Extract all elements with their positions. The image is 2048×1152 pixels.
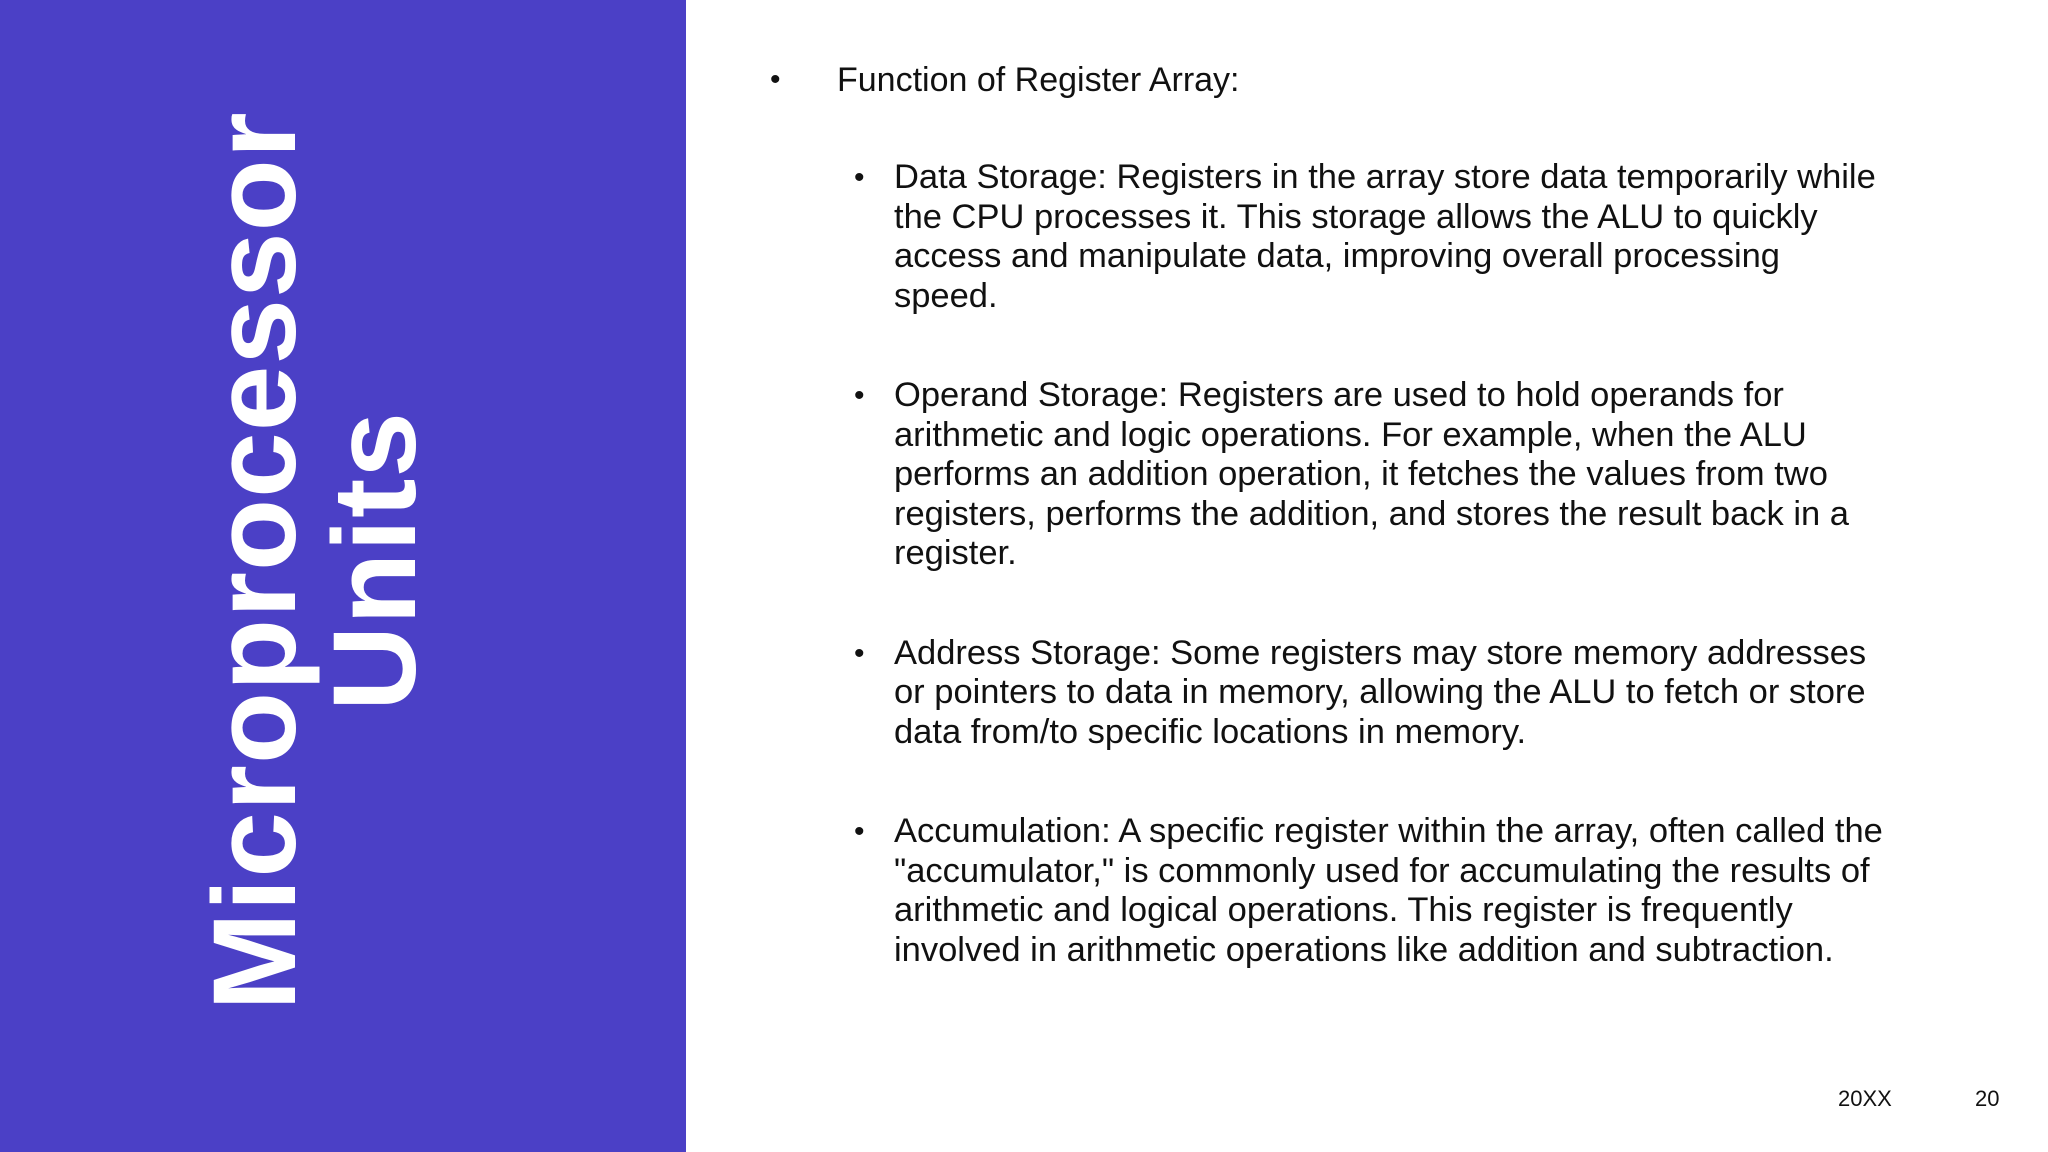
bullet-text: Data Storage: Registers in the array store data temporarily while the CPU processes it. This storage allows the ALU to quickly access and manipulate data, improving overall processing speed. (894, 158, 1876, 315)
bullet-marker: • (854, 815, 865, 848)
bullet-text: Operand Storage: Registers are used to hold operands for arithmetic and logic operations. For example, when the ALU performs an addition operation, it fetches the values from two registers, performs the addition, and stores the result back in a register. (894, 376, 1849, 572)
bullet-marker: • (854, 161, 865, 194)
bullet-item-data-storage (770, 158, 1890, 316)
footer-date: 20XX (1838, 1086, 1892, 1111)
bullet-item-operand-storage (770, 376, 1890, 574)
bullet-item-accumulation (770, 812, 1890, 970)
section-heading-text: Function of Register Array: (837, 61, 1240, 99)
slide-content (770, 60, 1890, 1030)
bullet-item-address-storage (770, 634, 1890, 753)
slide-title-line-1: Microprocessor (189, 111, 321, 1011)
page-number: 20 (1975, 1086, 2000, 1111)
side-panel (0, 0, 686, 1152)
slide-title (189, 61, 441, 1061)
bullet-marker: • (854, 636, 865, 670)
bullet-text: Address Storage: Some registers may store memory addresses or pointers to data in memory, allowing the ALU to fetch or store data from/to specific locations in memory. (894, 633, 1867, 751)
bullet-text: Accumulation: A specific register within the array, often called the "accumulator," is commonly used for accumulating the results of arithmetic and logical operations. This register is frequently involved in arithmetic operations like addition and subtraction. (894, 812, 1883, 969)
section-heading (770, 60, 1890, 100)
bullet-marker: • (854, 379, 865, 412)
slide-title-line-2: Units (309, 411, 441, 711)
bullet-marker: • (770, 63, 781, 96)
